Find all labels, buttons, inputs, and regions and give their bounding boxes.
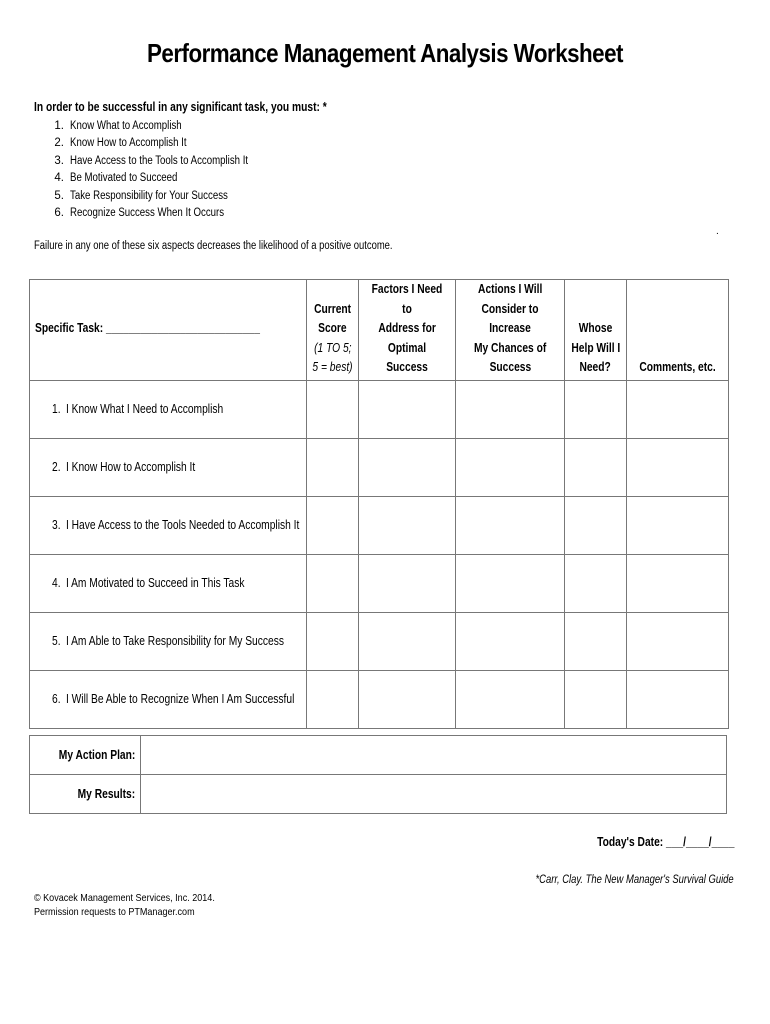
actions-cell[interactable] xyxy=(456,612,565,670)
comments-cell[interactable] xyxy=(627,380,729,438)
factors-cell[interactable] xyxy=(359,612,456,670)
help-header: Whose Help Will I Need? xyxy=(565,280,627,381)
analysis-table xyxy=(29,279,729,729)
copyright-notice xyxy=(34,891,244,919)
action-plan-label: My Action Plan: xyxy=(30,736,141,775)
help-cell[interactable] xyxy=(565,670,627,728)
comments-cell[interactable] xyxy=(627,612,729,670)
action-plan-field[interactable] xyxy=(141,736,727,775)
results-label: My Results: xyxy=(30,775,141,814)
task-cell: 3. I Have Access to the Tools Needed to Accomplish It xyxy=(30,496,307,554)
factors-header: Factors I Need to Address for Optimal Success xyxy=(359,280,456,381)
table-row xyxy=(30,612,729,670)
task-cell: 1. I Know What I Need to Accomplish xyxy=(30,380,307,438)
actions-cell[interactable] xyxy=(456,496,565,554)
table-row xyxy=(30,670,729,728)
task-cell: 2. I Know How to Accomplish It xyxy=(30,438,307,496)
copyright-line: © Kovacek Management Services, Inc. 2014. xyxy=(34,892,215,904)
intro-text xyxy=(34,100,391,114)
comments-cell[interactable] xyxy=(627,670,729,728)
score-cell[interactable] xyxy=(307,380,359,438)
factors-cell[interactable] xyxy=(359,554,456,612)
action-plan-row xyxy=(30,736,727,775)
permission-line: Permission requests to PTManager.com xyxy=(34,906,195,918)
factors-cell[interactable] xyxy=(359,438,456,496)
help-cell[interactable] xyxy=(565,438,627,496)
todays-date-label: Today's Date: ___/____/____ xyxy=(596,835,734,849)
citation-text: *Carr, Clay. The New Manager's Survival Guide xyxy=(535,874,734,886)
help-cell[interactable] xyxy=(565,554,627,612)
results-field[interactable] xyxy=(141,775,727,814)
factors-cell[interactable] xyxy=(359,380,456,438)
table-row xyxy=(30,554,729,612)
todays-date[interactable] xyxy=(567,835,734,849)
help-cell[interactable] xyxy=(565,612,627,670)
failure-note xyxy=(34,240,471,252)
score-header: Current Score (1 TO 5; 5 = best) xyxy=(307,280,359,381)
citation xyxy=(492,874,734,886)
comments-cell[interactable] xyxy=(627,554,729,612)
results-row xyxy=(30,775,727,814)
comments-cell[interactable] xyxy=(627,438,729,496)
task-cell: 6. I Will Be Able to Recognize When I Am Successful xyxy=(30,670,307,728)
page-title: Performance Management Analysis Worksheet xyxy=(147,38,623,68)
table-row xyxy=(30,496,729,554)
task-cell: 4. I Am Motivated to Succeed in This Task xyxy=(30,554,307,612)
worksheet-page: Performance Management Analysis Worksheet In order to be successful in any significant task, you must: * 1. Know What to Accomplish 2. Know How to Accomplish It 3. Have Access to the Tools to Accomplish It 4. Be Motivated to Succeed 5. Take Responsibility for Your Success 6. Recognize Success When It Occurs . Failure in any one of these six aspects decreases the likelihood of a positive outcome. Specific Task: ___________________________ Current Score (1 TO 5; 5 = best) Factors I Need to Address for Optimal Success Actions I Will Consider to Increase My Chances of Success Whose Help Will I Need? Comments, etc. 1. I Know What I Need to Accomplish 2. I Know How to Accomplish It 3. I Have Access to the Tools Needed to Accomplish It 4. I Am Motivated to Succeed in This Task 5. I Am Able to Take Responsibility for My Success 6. I Will Be Able to Recognize When I Am Successful My Action Plan: My Results: Today's Date: ___/____/____ *Carr, Clay. The New Manager's Survival Guide © Kovacek Management Services, Inc. 2014. Permission requests to PTManager.com xyxy=(0,0,770,1024)
actions-cell[interactable] xyxy=(456,380,565,438)
score-cell[interactable] xyxy=(307,554,359,612)
intro-label: In order to be successful in any significant task, you must: * xyxy=(34,100,327,114)
factors-cell[interactable] xyxy=(359,496,456,554)
help-cell[interactable] xyxy=(565,496,627,554)
specific-task-header[interactable]: Specific Task: ___________________________ xyxy=(30,280,307,381)
table-row xyxy=(30,438,729,496)
actions-cell[interactable] xyxy=(456,554,565,612)
failure-note-text: Failure in any one of these six aspects decreases the likelihood of a positive outcome. xyxy=(34,240,393,252)
actions-cell[interactable] xyxy=(456,670,565,728)
help-cell[interactable] xyxy=(565,380,627,438)
actions-cell[interactable] xyxy=(456,438,565,496)
comments-header: Comments, etc. xyxy=(627,280,729,381)
comments-cell[interactable] xyxy=(627,496,729,554)
factors-cell[interactable] xyxy=(359,670,456,728)
actions-header: Actions I Will Consider to Increase My Chances of Success xyxy=(456,280,565,381)
score-cell[interactable] xyxy=(307,438,359,496)
task-cell: 5. I Am Able to Take Responsibility for My Success xyxy=(30,612,307,670)
stray-mark: . xyxy=(716,226,719,237)
action-plan-table xyxy=(29,735,727,814)
table-row xyxy=(30,380,729,438)
table-header-row xyxy=(30,280,729,381)
